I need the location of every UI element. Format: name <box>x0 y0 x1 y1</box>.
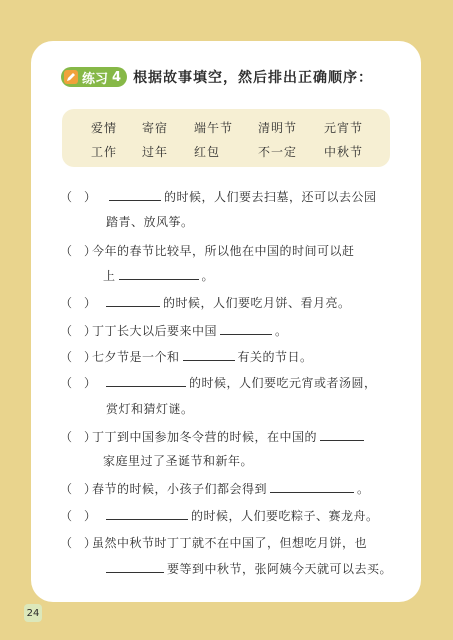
exercise-number: 4 <box>112 69 122 85</box>
sentence-line <box>92 348 313 365</box>
word-bank-item: 端午节 <box>194 121 234 135</box>
pencil-icon <box>64 70 78 84</box>
sentence-line <box>103 452 253 469</box>
fill-blank[interactable] <box>106 507 188 520</box>
sentence-text: 。 <box>357 482 370 496</box>
order-answer-slot[interactable]: （ ） <box>60 350 97 364</box>
sentence-text: 要等到中秋节，张阿姨今天就可以去买。 <box>167 562 393 576</box>
sentence-line <box>92 428 367 445</box>
fill-blank[interactable] <box>119 267 199 280</box>
exercise-label: 练习 <box>82 71 109 87</box>
sentence-text: 今年的春节比较早，所以他在中国的时间可以赶 <box>92 244 355 258</box>
order-answer-slot[interactable]: （ ） <box>60 430 97 444</box>
sentence-text: 七夕节是一个和 <box>92 350 180 364</box>
sentence-line <box>103 560 392 577</box>
fill-blank[interactable] <box>320 428 364 441</box>
fill-blank[interactable] <box>270 480 354 493</box>
word-bank-item: 寄宿 <box>142 121 169 135</box>
order-answer-slot[interactable]: （ ） <box>60 482 97 496</box>
sentence-text: 家庭里过了圣诞节和新年。 <box>103 454 254 468</box>
exercise-badge <box>61 67 127 87</box>
order-answer-slot[interactable]: （ ） <box>60 376 97 390</box>
order-answer-slot[interactable]: （ ） <box>60 536 97 550</box>
sentence-text: 。 <box>201 269 215 283</box>
sentence-line <box>106 188 377 205</box>
word-bank-item: 中秋节 <box>324 145 364 159</box>
order-answer-slot[interactable]: （ ） <box>60 509 97 523</box>
word-bank-item: 过年 <box>142 145 169 159</box>
sentence-line <box>92 480 370 497</box>
fill-blank[interactable] <box>109 188 161 201</box>
fill-blank[interactable] <box>106 294 160 307</box>
sentence-text: 丁丁长大以后要来中国 <box>92 324 218 338</box>
sentence-text: 的时候，人们要吃粽子、赛龙舟。 <box>191 509 379 523</box>
sentence-line <box>103 507 379 524</box>
exercise-instruction: 根据故事填空，然后排出正确顺序： <box>133 70 374 86</box>
sentence-line <box>106 400 194 417</box>
word-bank-item: 清明节 <box>258 121 298 135</box>
word-bank-item: 元宵节 <box>324 121 364 135</box>
sentence-text: 的时候，人们要去扫墓，还可以去公园 <box>164 190 377 204</box>
fill-blank[interactable] <box>183 348 235 361</box>
sentence-line <box>103 294 351 311</box>
order-answer-slot[interactable]: （ ） <box>60 324 97 338</box>
sentence-text: 虽然中秋节时丁丁就不在中国了，但想吃月饼，也 <box>92 536 368 550</box>
order-answer-slot[interactable]: （ ） <box>60 244 97 258</box>
fill-blank[interactable] <box>106 560 164 573</box>
sentence-text: 上 <box>103 269 116 283</box>
sentence-line <box>106 213 194 230</box>
sentence-line <box>92 534 367 551</box>
sentence-text: 丁丁到中国参加冬令营的时候，在中国的 <box>92 430 318 444</box>
order-answer-slot[interactable]: （ ） <box>60 190 97 204</box>
page-number: 24 <box>24 604 42 622</box>
order-answer-slot[interactable]: （ ） <box>60 296 97 310</box>
exercise-header <box>61 66 373 88</box>
sentence-text: 赏灯和猜灯谜。 <box>106 402 194 416</box>
word-bank-item: 爱情 <box>91 121 118 135</box>
fill-blank[interactable] <box>220 322 272 335</box>
sentence-text: 的时候，人们要吃月饼、看月亮。 <box>163 296 351 310</box>
word-bank-item: 不一定 <box>258 145 298 159</box>
word-bank-item: 红包 <box>194 145 221 159</box>
sentence-line <box>92 322 288 339</box>
sentence-line <box>103 374 377 391</box>
sentence-text: 春节的时候，小孩子们都会得到 <box>92 482 268 496</box>
sentence-line <box>92 242 355 259</box>
sentence-text: 踏青、放风筝。 <box>106 215 194 229</box>
fill-blank[interactable] <box>106 374 186 387</box>
sentence-text: 。 <box>275 324 288 338</box>
sentence-text: 有关的节日。 <box>237 350 313 364</box>
sentence-line <box>103 267 214 284</box>
word-bank-item: 工作 <box>91 145 118 159</box>
sentence-text: 的时候，人们要吃元宵或者汤圆， <box>189 376 377 390</box>
